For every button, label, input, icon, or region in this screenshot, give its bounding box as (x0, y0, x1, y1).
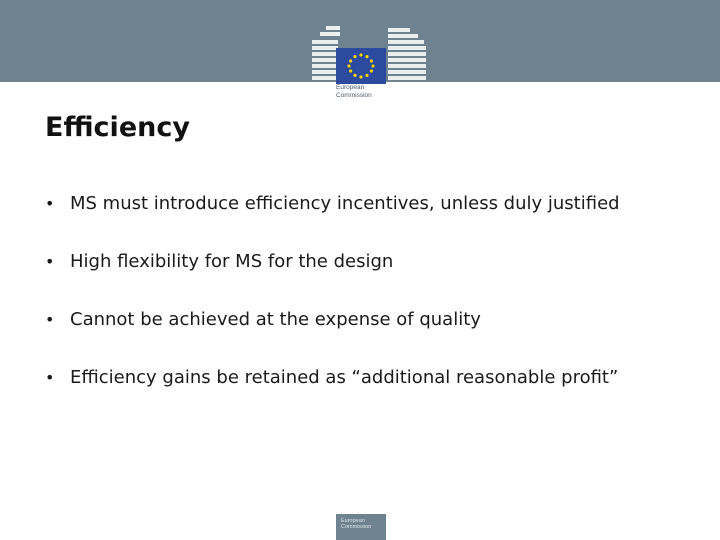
slide-title: Efficiency (45, 112, 190, 143)
bullet-item (45, 366, 685, 389)
bullet-item (45, 308, 685, 331)
bullet-icon: • (45, 310, 55, 329)
bullet-icon: • (45, 194, 55, 213)
logo-text-line1: European (336, 84, 365, 91)
bullet-text: Efficiency gains be retained as “additional reasonable profit” (70, 367, 619, 388)
bullet-list (45, 192, 685, 389)
bullet-text: Cannot be achieved at the expense of quality (70, 309, 481, 330)
logo-text (336, 84, 396, 99)
bullet-item (45, 192, 685, 215)
bullet-text: MS must introduce efficiency incentives, unless duly justified (70, 193, 620, 214)
bullet-text: High flexibility for MS for the design (70, 251, 394, 272)
bullet-icon: • (45, 368, 55, 387)
logo-text-line2: Commission (336, 91, 372, 99)
footer-commission-badge (336, 514, 386, 540)
bullet-icon: • (45, 252, 55, 271)
footer-badge-label: European Commission (341, 518, 372, 530)
bullet-item (45, 250, 685, 273)
